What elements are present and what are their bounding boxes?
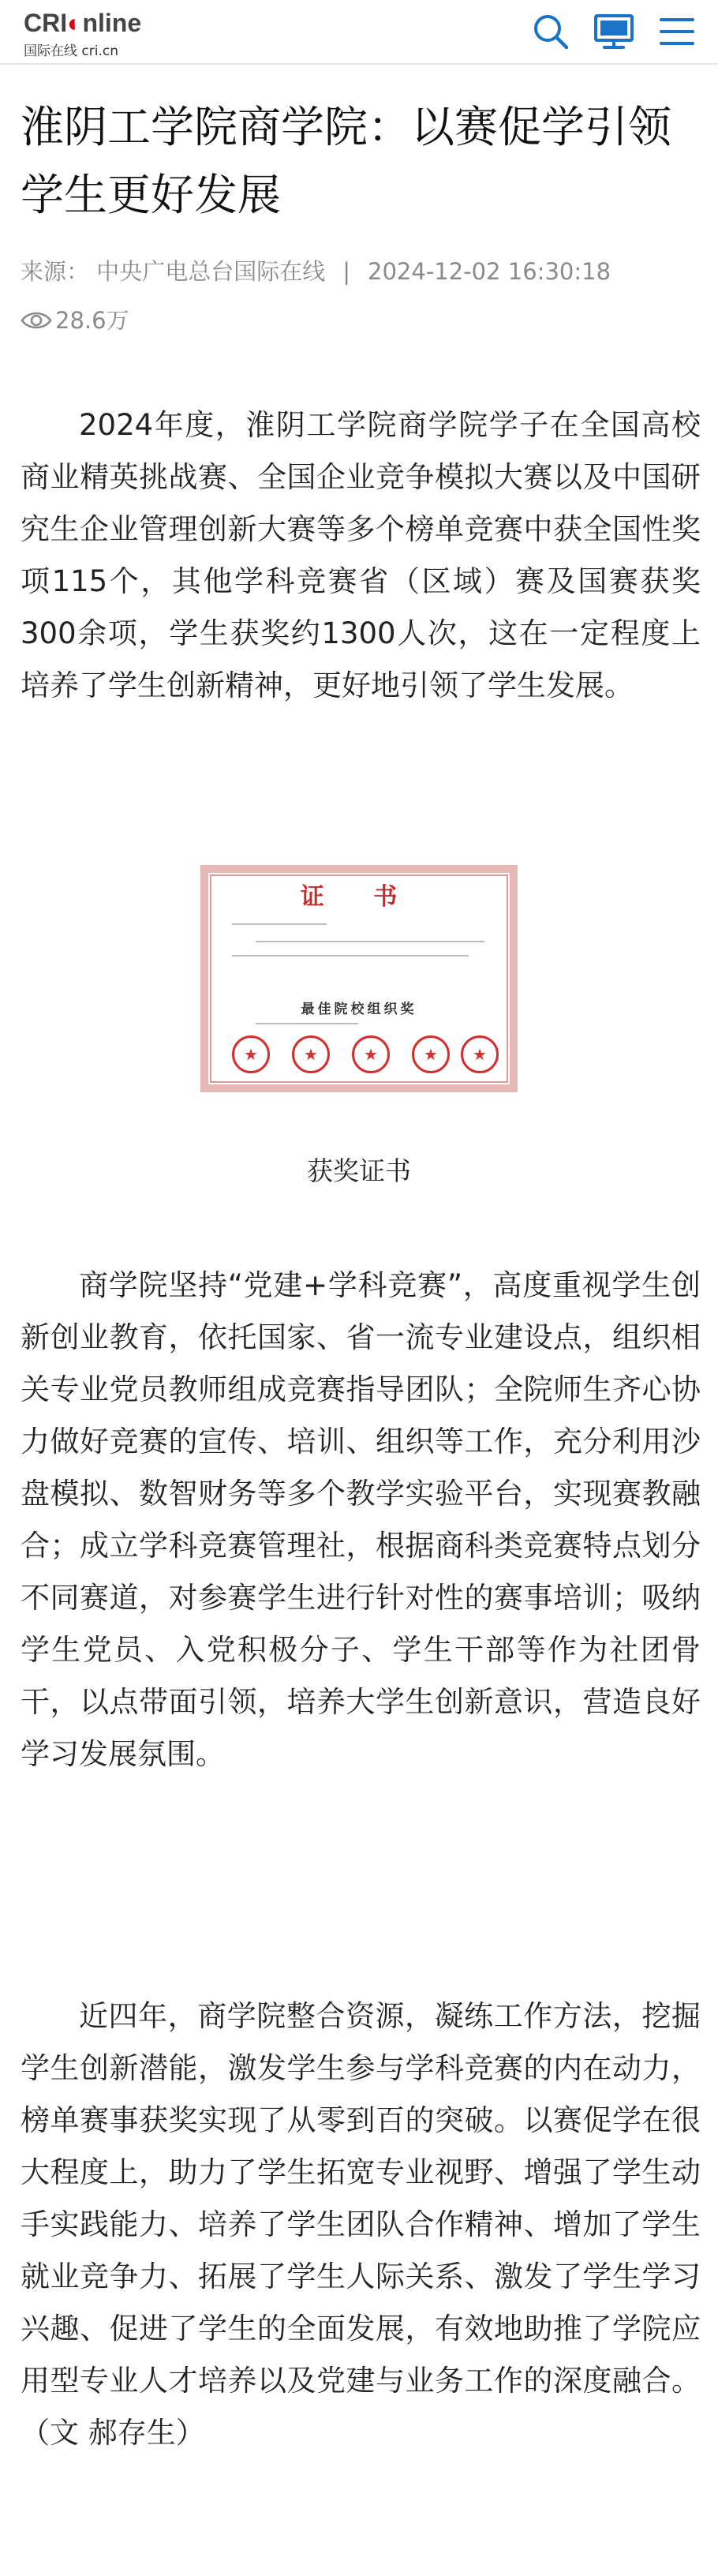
red-seal: ★ xyxy=(352,1035,390,1073)
logo-wordmark xyxy=(24,9,141,36)
article-meta xyxy=(21,256,611,287)
eye-icon xyxy=(21,309,52,332)
menu-button[interactable] xyxy=(656,11,697,52)
cert-text-line xyxy=(232,923,327,925)
view-count xyxy=(21,305,129,336)
article-paragraph-2: 商学院坚持“党建+学科竞赛”，高度重视学生创新创业教育，依托国家、省一流专业建设点，组织相关专业党员教师组成竞赛指导团队；全院师生齐心协力做好竞赛的宣传、培训、组织等工作，充分利用沙盘模拟、数智财务等多个教学实验平台，实现赛教融合；成立学科竞赛管理社，根据商科类竞赛特点划分不同赛道，对参赛学生进行针对性的赛事培训；吸纳学生党员、入党积极分子、学生干部等作为社团骨干，以点带面引领，培养大学生创新意识，营造良好学习发展氛围。 xyxy=(21,1268,701,1771)
certificate-image[interactable] xyxy=(200,865,518,1092)
logo-brand-prefix: CRI xyxy=(24,9,68,37)
logo-subtitle: 国际在线 cri.cn xyxy=(24,43,118,59)
image-caption: 获奖证书 xyxy=(307,1155,411,1186)
red-seal: ★ xyxy=(412,1035,450,1073)
search-icon xyxy=(530,11,571,52)
red-seal: ★ xyxy=(232,1035,270,1073)
view-count-value: 28.6万 xyxy=(55,307,129,334)
cri-logo[interactable] xyxy=(24,8,150,57)
cert-text-line xyxy=(256,941,484,942)
red-seal: ★ xyxy=(292,1035,330,1073)
tv-button[interactable] xyxy=(593,11,634,52)
menu-icon xyxy=(656,11,697,52)
cert-text-line xyxy=(256,1023,358,1024)
site-header xyxy=(0,0,718,65)
meta-separator: | xyxy=(342,258,351,285)
red-seal: ★ xyxy=(461,1035,499,1073)
logo-brand-suffix: nline xyxy=(82,9,142,37)
cert-text-line xyxy=(232,955,469,957)
article-paragraph-1: 2024年度，淮阴工学院商学院学子在全国高校商业精英挑战赛、全国企业竞争模拟大赛以及中国研究生企业管理创新大赛等多个榜单竞赛中获全国性奖项115个，其他学科竞赛省（区域）赛及国赛获奖300余项，学生获奖约1300人次，这在一定程度上培养了学生创新精神，更好地引领了学生发展。 xyxy=(21,408,701,702)
article-datetime: 2024-12-02 16:30:18 xyxy=(368,258,611,285)
tv-icon xyxy=(593,11,634,52)
search-button[interactable] xyxy=(530,11,571,52)
logo-red-o: ◐ xyxy=(67,9,83,37)
article-title: 淮阴工学院商学院：以赛促学引领学生更好发展 xyxy=(21,102,672,220)
cert-award-name: 最佳院校组织奖 xyxy=(301,1002,417,1017)
article-source: 来源： 中央广电总台国际在线 xyxy=(21,258,326,285)
cert-heading: 证 书 xyxy=(300,883,418,911)
article-paragraph-3: 近四年，商学院整合资源，凝练工作方法，挖掘学生创新潜能，激发学生参与学科竞赛的内在动力，榜单赛事获奖实现了从零到百的突破。以赛促学在很大程度上，助力了学生拓宽专业视野、增强了学生动手实践能力、培养了学生团队合作精神、增加了学生就业竞争力、拓展了学生人际关系、激发了学生学习兴趣、促进了学生的全面发展，有效地助推了学院应用型专业人才培养以及党建与业务工作的深度融合。（文 郝存生） xyxy=(21,1999,701,2450)
